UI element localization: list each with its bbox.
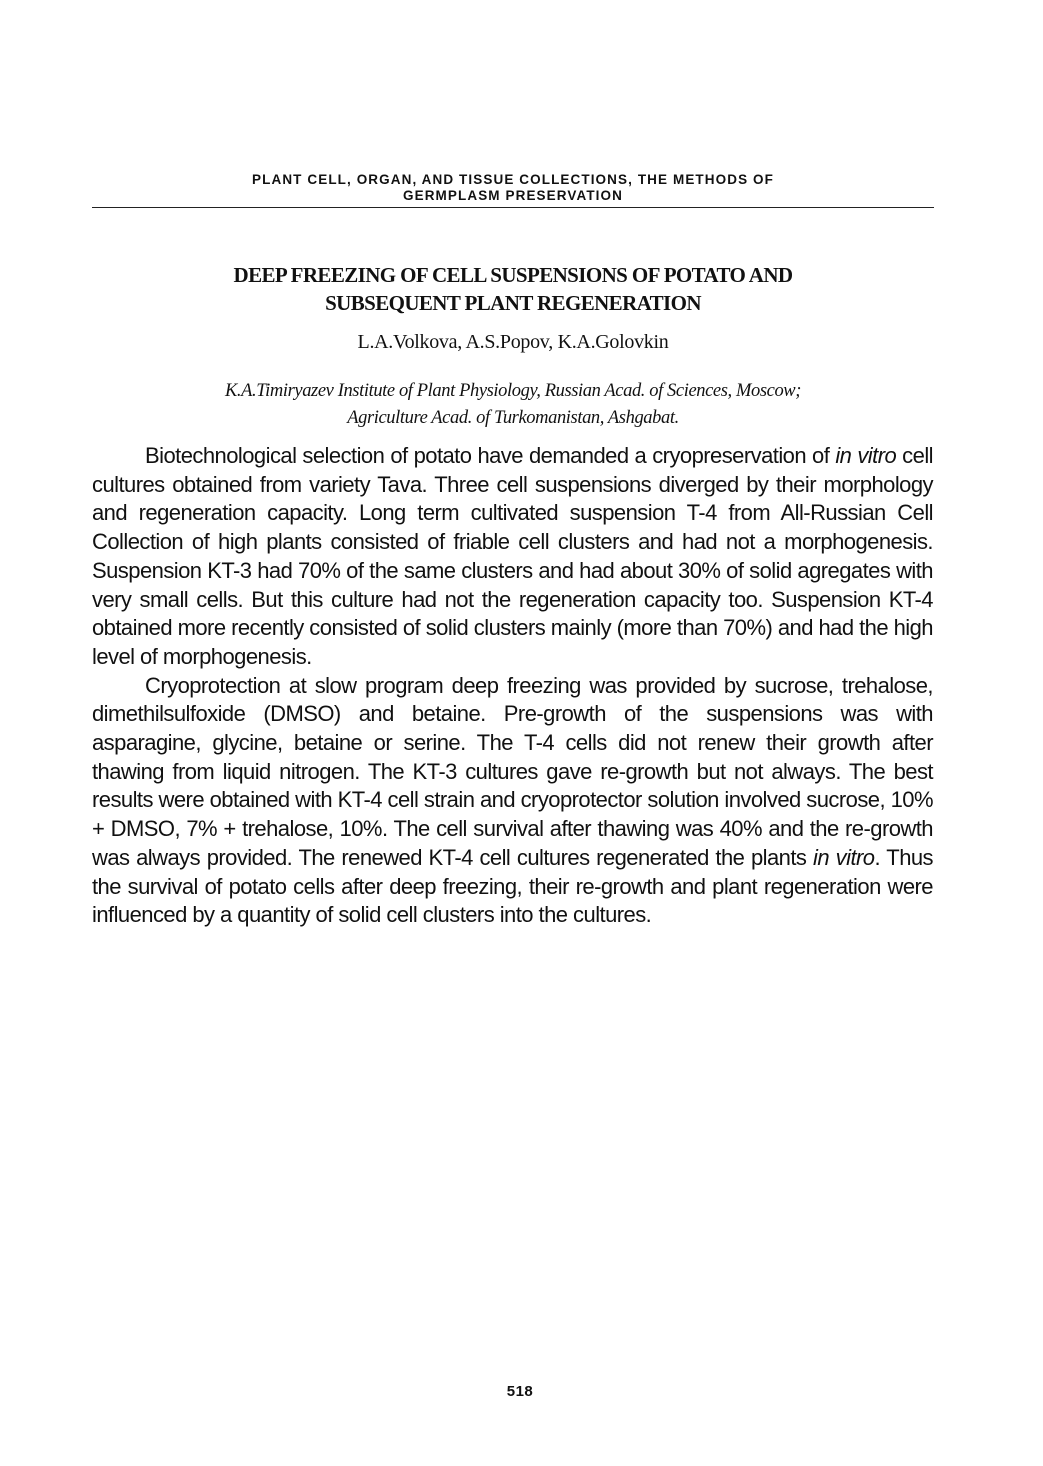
page-number: 518 [506,1383,534,1400]
paragraph-2-text-a: Cryoprotection at slow program deep freezing was provided by sucrose, trehalose, dimethilsulfoxide (DMSO) and betaine. Pre-growth of the suspensions was with asparagine, glycine, betaine or serine. The T-4 cells did not renew their growth after thawing from liquid nitrogen. The KT-3 cultures gave re-growth but not always. The best results were obtained with KT-4 cell strain and cryoprotector solution involved sucrose, 10% + DMSO, 7% + trehalose, 10%. The cell survival after thawing was 40% and the re-growth was always provided. The renewed KT-4 cell cultures regenerated the plants [92,672,933,870]
abstract-body [92,442,933,930]
affiliation-line-1: K.A.Timiryazev Institute of Plant Physiology, Russian Acad. of Sciences, Moscow; [224,381,802,401]
affiliation [100,378,926,432]
authors: L.A.Volkova, A.S.Popov, K.A.Golovkin [357,331,669,353]
paragraph-1-italic: in vitro [835,443,897,468]
running-head [92,172,934,204]
header-rule [92,207,934,208]
paragraph-1 [92,442,933,672]
paragraph-2 [92,672,933,930]
paragraph-2-italic: in vitro [813,844,875,870]
running-head-line-1: PLANT CELL, ORGAN, AND TISSUE COLLECTIONS, THE METHODS OF [252,172,774,187]
affiliation-line-2: Agriculture Acad. of Turkomanistan, Ashgabat. [347,408,679,428]
article-title [100,261,926,317]
paragraph-2-text-b: . Thus the survival of potato cells after deep freezing, their re-growth and plant regeneration were influenced by a quantity of solid cell clusters into the cultures. [92,844,934,928]
paragraph-1-text-a: Biotechnological selection of potato have demanded a cryopreservation of [145,443,836,468]
title-line-1: DEEP FREEZING OF CELL SUSPENSIONS OF POTATO AND [233,263,793,287]
paragraph-1-text-b: cell cultures obtained from variety Tava. Three cell suspensions diverged by their morphology and regeneration capacity. Long term cultivated suspension T-4 from All-Russian Cell Collection of high plants consisted of friable cell clusters and had not a morphogenesis. Suspension KT-3 had 70% of the same clusters and had about 30% of solid agregates with very small cells. But this culture had not the regeneration capacity too. Suspension KT-4 obtained more recently consisted of solid clusters mainly (more than 70%) and had the high level of morphogenesis. [92,443,933,669]
running-head-line-2: GERMPLASM PRESERVATION [403,188,623,203]
title-line-2: SUBSEQUENT PLANT REGENERATION [325,291,701,315]
